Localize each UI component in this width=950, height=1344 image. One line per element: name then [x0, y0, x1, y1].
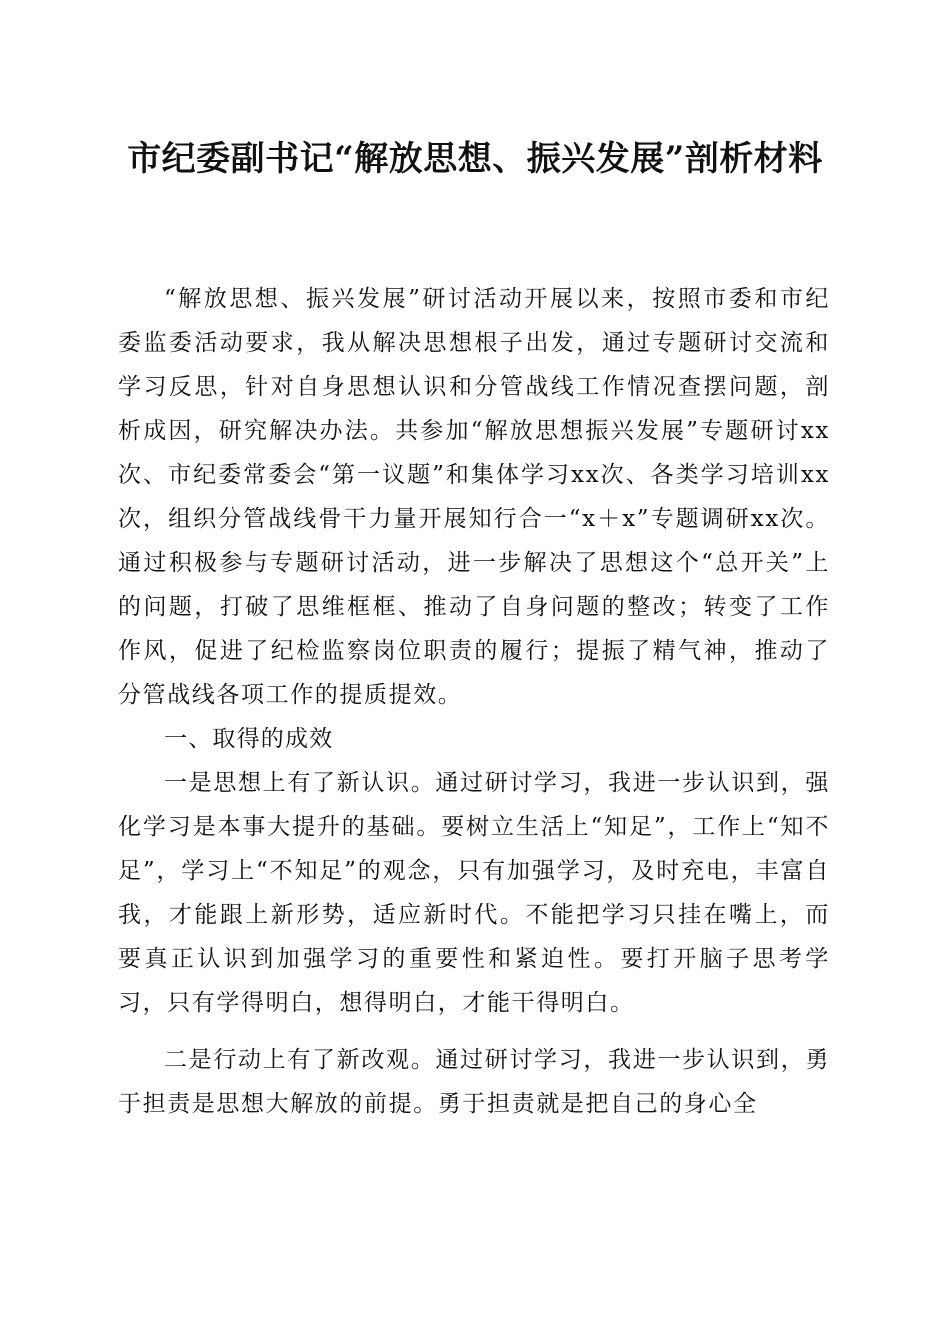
intro-paragraph: “解放思想、振兴发展”研讨活动开展以来，按照市委和市纪委监委活动要求，我从解决思想根子出发，通过专题研讨交流和学习反思，针对自身思想认识和分管战线工作情况查摆问题，剖析成因，研究解决办法。共参加“解放思想振兴发展”专题研讨xx次、市纪委常委会“第一议题”和集体学习xx次、各类学习培训xx次，组织分管战线骨干力量开展知行合一“x＋x”专题调研xx次。通过积极参与专题研讨活动，进一步解决了思想这个“总开关”上的问题，打破了思维框框、推动了自身问题的整改；转变了工作作风，促进了纪检监察岗位职责的履行；提振了精气神，推动了分管战线各项工作的提质提效。: [118, 286, 830, 708]
point-two-paragraph: 二是行动上有了新改观。通过研讨学习，我进一步认识到，勇于担责是思想大解放的前提。勇于担责就是把自己的身心全: [118, 1047, 830, 1117]
document-body: [118, 277, 830, 1126]
paragraph-spacer: [118, 1025, 830, 1038]
document-title: 市纪委副书记“解放思想、振兴发展”剖析材料: [127, 139, 823, 179]
point-one-paragraph: 一是思想上有了新认识。通过研讨学习，我进一步认识到，强化学习是本事大提升的基础。要树立生活上“知足”，工作上“知不足”，学习上“不知足”的观念，只有加强学习，及时充电，丰富自我，才能跟上新形势，适应新时代。不能把学习只挂在嘴上，而要真正认识到加强学习的重要性和紧迫性。要打开脑子思考学习，只有学得明白，想得明白，才能干得明白。: [118, 770, 830, 1016]
section-heading-achievements: 一、取得的成效: [164, 726, 334, 752]
